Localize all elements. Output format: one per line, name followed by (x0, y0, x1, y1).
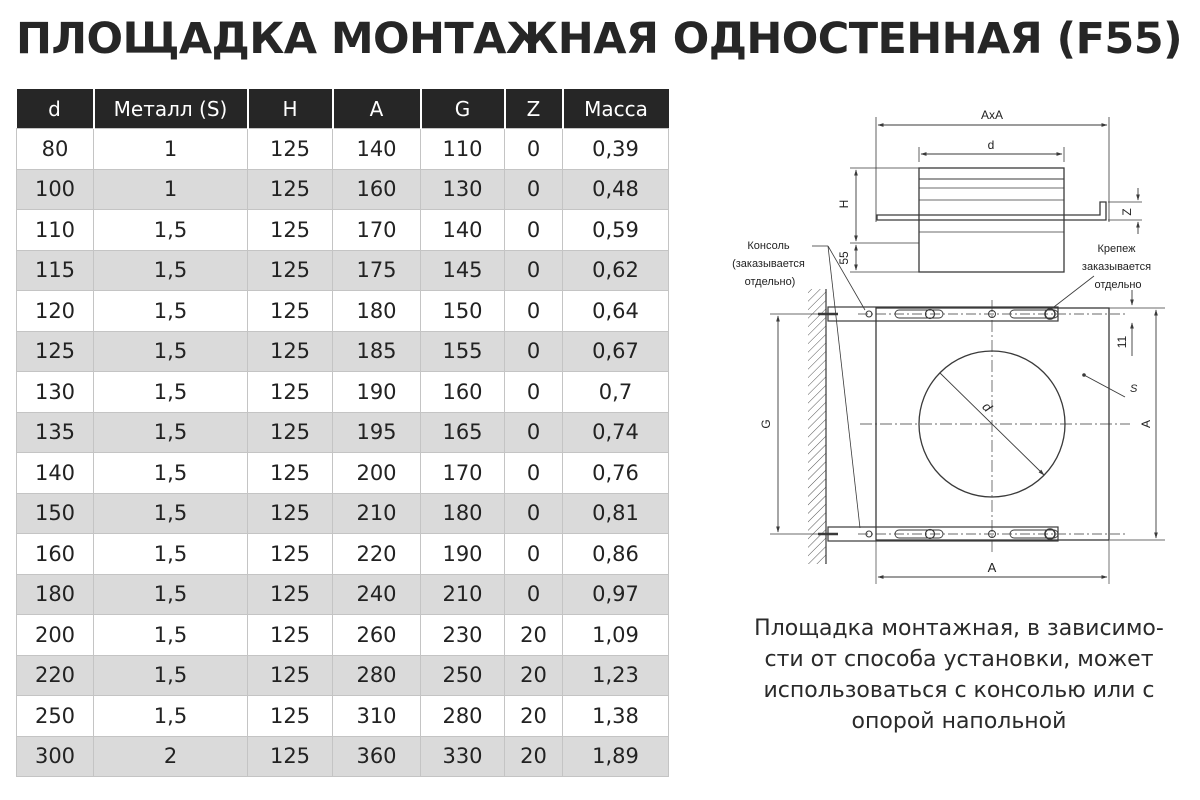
description-text: Площадка монтажная, в зависимо- сти от способа установки, может использоваться с консолью или с опорой напольной (754, 616, 1164, 734)
cell-metal: 1 (94, 129, 248, 170)
technical-drawing (720, 92, 1170, 592)
table-row (17, 291, 669, 332)
cell-h: 125 (248, 412, 333, 453)
cell-mass: 0,59 (563, 210, 669, 251)
cell-metal: 1,5 (94, 534, 248, 575)
cell-mass: 1,38 (563, 696, 669, 737)
cell-a: 310 (333, 696, 421, 737)
cell-metal: 1,5 (94, 615, 248, 656)
table-header-row (17, 89, 669, 129)
label-a-right: A (1139, 419, 1153, 429)
table-row (17, 412, 669, 453)
table-row (17, 169, 669, 210)
column-header-h: H (248, 89, 333, 129)
table-row (17, 129, 669, 170)
cell-g: 190 (421, 534, 505, 575)
cell-a: 185 (333, 331, 421, 372)
cell-h: 125 (248, 696, 333, 737)
cell-a: 200 (333, 453, 421, 494)
cell-d: 140 (17, 453, 94, 494)
label-55: 55 (837, 251, 851, 265)
cell-h: 125 (248, 534, 333, 575)
cell-a: 170 (333, 210, 421, 251)
table-row (17, 372, 669, 413)
table-row (17, 210, 669, 251)
cell-g: 280 (421, 696, 505, 737)
cell-a: 140 (333, 129, 421, 170)
label-d-top: d (987, 138, 995, 152)
table-row (17, 331, 669, 372)
cell-mass: 0,86 (563, 534, 669, 575)
table-row (17, 574, 669, 615)
cell-z: 0 (505, 210, 563, 251)
page-title: ПЛОЩАДКА МОНТАЖНАЯ ОДНОСТЕННАЯ (F55) (16, 14, 1183, 64)
label-g: G (759, 419, 773, 429)
cell-z: 0 (505, 453, 563, 494)
cell-h: 125 (248, 615, 333, 656)
cell-d: 125 (17, 331, 94, 372)
console-label: Консоль (заказывается отдельно) (732, 240, 805, 288)
cell-d: 135 (17, 412, 94, 453)
cell-mass: 1,89 (563, 736, 669, 777)
cell-d: 130 (17, 372, 94, 413)
cell-z: 0 (505, 493, 563, 534)
cell-mass: 0,67 (563, 331, 669, 372)
cell-g: 145 (421, 250, 505, 291)
cell-a: 240 (333, 574, 421, 615)
cell-h: 125 (248, 250, 333, 291)
table-row (17, 655, 669, 696)
cell-a: 180 (333, 291, 421, 332)
cell-h: 125 (248, 372, 333, 413)
table-row (17, 736, 669, 777)
cell-g: 130 (421, 169, 505, 210)
cell-d: 110 (17, 210, 94, 251)
cell-z: 20 (505, 615, 563, 656)
cell-g: 110 (421, 129, 505, 170)
cell-mass: 0,81 (563, 493, 669, 534)
cell-h: 125 (248, 331, 333, 372)
cell-h: 125 (248, 169, 333, 210)
cell-d: 120 (17, 291, 94, 332)
cell-z: 0 (505, 250, 563, 291)
cell-mass: 1,23 (563, 655, 669, 696)
cell-a: 210 (333, 493, 421, 534)
cell-g: 230 (421, 615, 505, 656)
label-a-bottom: A (987, 560, 997, 575)
cell-a: 260 (333, 615, 421, 656)
cell-d: 250 (17, 696, 94, 737)
table-row (17, 696, 669, 737)
cell-metal: 2 (94, 736, 248, 777)
spec-table (16, 89, 669, 777)
cell-h: 125 (248, 574, 333, 615)
cell-metal: 1,5 (94, 574, 248, 615)
cell-h: 125 (248, 655, 333, 696)
table-body (17, 129, 669, 777)
table-row (17, 493, 669, 534)
wall-hatch (808, 289, 826, 564)
cell-a: 190 (333, 372, 421, 413)
cell-a: 360 (333, 736, 421, 777)
cell-metal: 1,5 (94, 210, 248, 251)
cell-g: 250 (421, 655, 505, 696)
table-row (17, 615, 669, 656)
cell-mass: 0,97 (563, 574, 669, 615)
cell-mass: 0,48 (563, 169, 669, 210)
table-row (17, 453, 669, 494)
table-row (17, 250, 669, 291)
cell-mass: 1,09 (563, 615, 669, 656)
column-header-mass: Масса (563, 89, 669, 129)
cell-g: 180 (421, 493, 505, 534)
platform-flange (877, 202, 1106, 220)
label-axa: AxA (980, 108, 1004, 122)
cell-h: 125 (248, 453, 333, 494)
cell-a: 160 (333, 169, 421, 210)
table-row (17, 534, 669, 575)
cell-d: 160 (17, 534, 94, 575)
cell-z: 0 (505, 372, 563, 413)
cell-g: 160 (421, 372, 505, 413)
cell-metal: 1,5 (94, 250, 248, 291)
plan-view (732, 240, 1165, 584)
column-header-g: G (421, 89, 505, 129)
cell-h: 125 (248, 736, 333, 777)
cell-z: 0 (505, 574, 563, 615)
cell-g: 330 (421, 736, 505, 777)
cell-d: 300 (17, 736, 94, 777)
cell-g: 150 (421, 291, 505, 332)
cell-d: 200 (17, 615, 94, 656)
cell-h: 125 (248, 210, 333, 251)
cell-metal: 1,5 (94, 453, 248, 494)
cell-a: 220 (333, 534, 421, 575)
cell-metal: 1,5 (94, 331, 248, 372)
cell-z: 20 (505, 736, 563, 777)
label-s: S (1130, 383, 1138, 395)
cell-d: 100 (17, 169, 94, 210)
cell-d: 180 (17, 574, 94, 615)
cell-h: 125 (248, 129, 333, 170)
cell-d: 150 (17, 493, 94, 534)
cell-mass: 0,7 (563, 372, 669, 413)
cell-metal: 1,5 (94, 412, 248, 453)
cell-metal: 1,5 (94, 696, 248, 737)
column-header-d: d (17, 89, 94, 129)
cell-metal: 1 (94, 169, 248, 210)
label-d-circle: d (979, 398, 996, 415)
cell-z: 0 (505, 291, 563, 332)
cell-mass: 0,64 (563, 291, 669, 332)
cell-g: 155 (421, 331, 505, 372)
cell-h: 125 (248, 291, 333, 332)
cell-g: 210 (421, 574, 505, 615)
cell-z: 20 (505, 655, 563, 696)
cell-metal: 1,5 (94, 372, 248, 413)
cell-g: 140 (421, 210, 505, 251)
cell-z: 0 (505, 169, 563, 210)
column-header-z: Z (505, 89, 563, 129)
column-header-a: A (333, 89, 421, 129)
cell-mass: 0,62 (563, 250, 669, 291)
cell-h: 125 (248, 493, 333, 534)
cell-z: 0 (505, 412, 563, 453)
cell-d: 220 (17, 655, 94, 696)
cell-metal: 1,5 (94, 655, 248, 696)
cell-z: 0 (505, 129, 563, 170)
label-z: Z (1120, 208, 1134, 216)
cell-a: 175 (333, 250, 421, 291)
cell-a: 195 (333, 412, 421, 453)
side-view (837, 108, 1142, 272)
cell-g: 170 (421, 453, 505, 494)
fastener-label: Крепеж заказывается отдельно (1081, 243, 1152, 291)
cell-mass: 0,76 (563, 453, 669, 494)
cell-z: 0 (505, 534, 563, 575)
cell-a: 280 (333, 655, 421, 696)
column-header-metal: Металл (S) (94, 89, 248, 129)
label-11: 11 (1115, 335, 1129, 349)
cell-z: 0 (505, 331, 563, 372)
cell-d: 80 (17, 129, 94, 170)
cell-metal: 1,5 (94, 493, 248, 534)
cell-z: 20 (505, 696, 563, 737)
cell-d: 115 (17, 250, 94, 291)
cell-mass: 0,74 (563, 412, 669, 453)
cell-metal: 1,5 (94, 291, 248, 332)
label-h: H (837, 199, 851, 209)
cell-g: 165 (421, 412, 505, 453)
cell-mass: 0,39 (563, 129, 669, 170)
